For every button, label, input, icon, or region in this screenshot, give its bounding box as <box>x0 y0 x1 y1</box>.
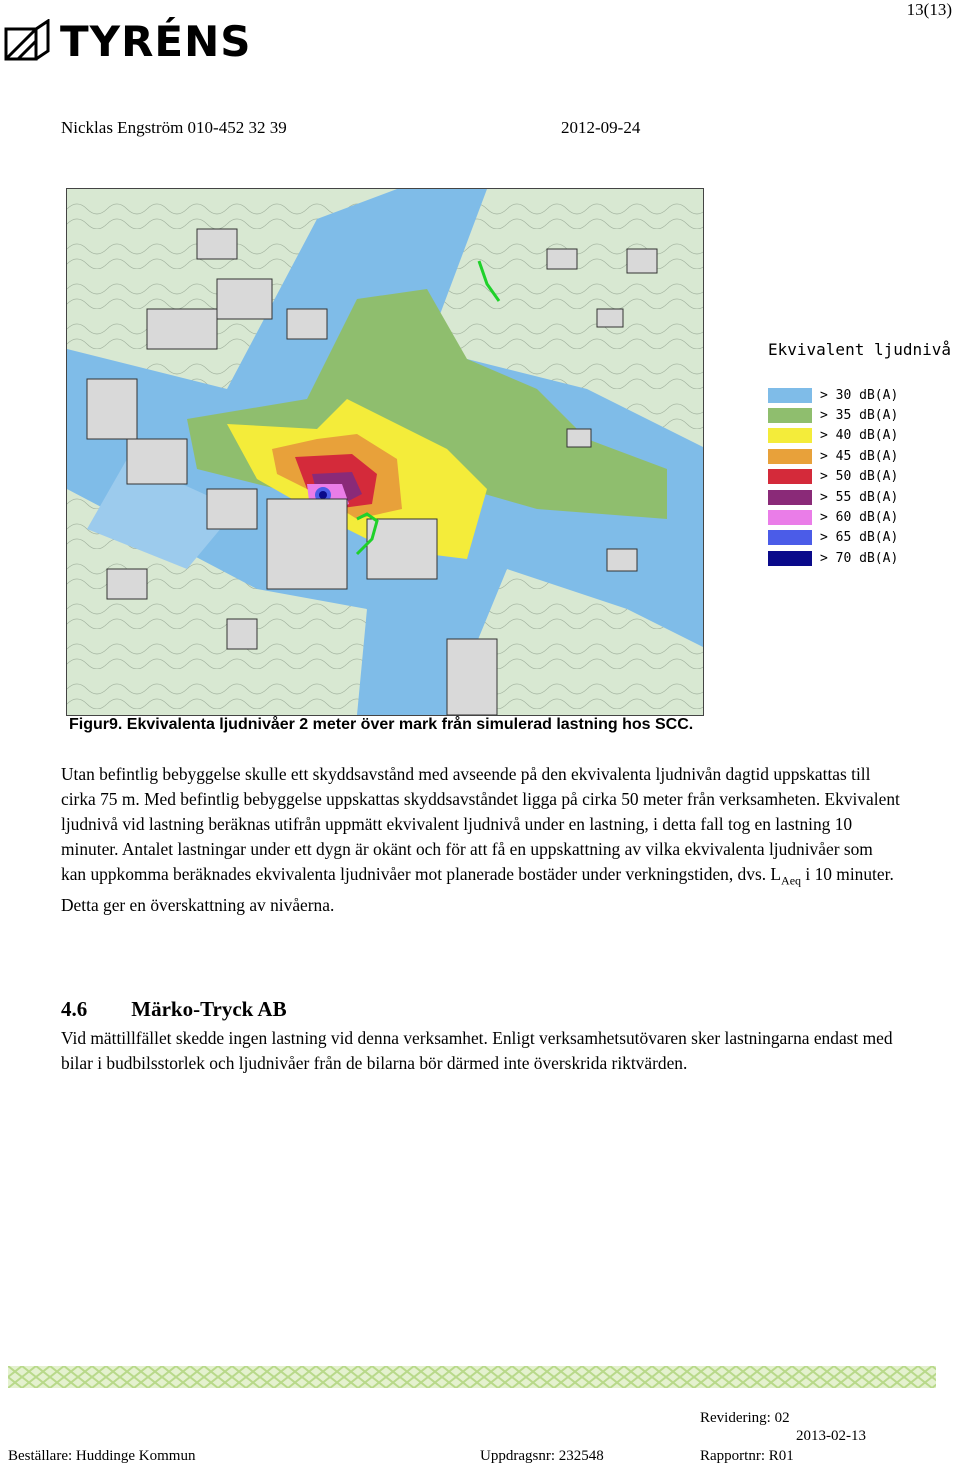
paragraph-1-text-b: i 10 minuter. Detta ger en överskattning av nivåerna. <box>61 864 894 916</box>
footer-client: Beställare: Huddinge Kommun <box>8 1448 196 1464</box>
legend-label: > 45 dB(A) <box>820 448 899 464</box>
legend-item <box>768 385 948 405</box>
legend-item <box>768 548 948 568</box>
laeq-symbol <box>770 864 802 888</box>
author-contact: Nicklas Engström 010-452 32 39 <box>61 118 287 137</box>
company-logo <box>4 18 252 66</box>
footer-revision-date: 2013-02-13 <box>796 1428 866 1444</box>
legend-swatch <box>768 408 812 423</box>
author-line <box>61 118 641 138</box>
map-legend <box>768 340 952 569</box>
noise-map-graphic <box>67 189 703 715</box>
legend-swatch <box>768 469 812 484</box>
footer-revision: Revidering: 02 <box>700 1410 790 1426</box>
legend-label: > 40 dB(A) <box>820 428 899 444</box>
legend-item <box>768 467 948 487</box>
legend-swatch <box>768 449 812 464</box>
legend-title: Ekvivalent ljudnivå <box>768 340 952 359</box>
footer-report-number: Rapportnr: R01 <box>700 1448 794 1464</box>
logo-wordmark: TYRÉNS <box>60 17 252 66</box>
document-date: 2012-09-24 <box>561 118 641 137</box>
legend-label: > 70 dB(A) <box>820 550 899 566</box>
legend-swatch <box>768 388 812 403</box>
legend-swatch <box>768 428 812 443</box>
body-paragraph-1 <box>61 762 901 918</box>
footer-assignment-number: Uppdragsnr: 232548 <box>480 1448 604 1464</box>
legend-label: > 35 dB(A) <box>820 408 899 424</box>
laeq-subscript: Aeq <box>781 873 802 888</box>
legend-items <box>768 385 948 569</box>
legend-item <box>768 426 948 446</box>
legend-label: > 30 dB(A) <box>820 387 899 403</box>
legend-swatch <box>768 530 812 545</box>
legend-label: > 50 dB(A) <box>820 469 899 485</box>
legend-swatch <box>768 510 812 525</box>
legend-item <box>768 507 948 527</box>
legend-item <box>768 405 948 425</box>
footer-pattern-band <box>8 1366 936 1388</box>
paragraph-1-text-a: Utan befintlig bebyggelse skulle ett skyddsavstånd med avseende på den ekvivalenta ljudnivån dagtid uppskattas till cirka 75 m. Med befintlig bebyggelse uppskattas skyddsavståndet ligga på cirka 50 meter från verksamheten. Ekvivalent ljudnivå vid lastning beräknas utifrån uppmätt ekvivalent ljudnivå under en lastning, i detta fall tog en lastning 10 minuter. Antalet lastningar under ett dygn är okänt och för att få en uppskattning av vilka ekvivalenta ljudnivåer som kan uppkomma beräknades ekvivalenta ljudnivåer mot planerade bostäder under verkningstiden, dvs. <box>61 764 900 884</box>
legend-label: > 65 dB(A) <box>820 530 899 546</box>
legend-item <box>768 487 948 507</box>
tyrens-logo-icon <box>4 19 50 65</box>
legend-swatch <box>768 551 812 566</box>
legend-item <box>768 446 948 466</box>
noise-map <box>66 188 704 716</box>
legend-label: > 55 dB(A) <box>820 489 899 505</box>
section-title: Märko-Tryck AB <box>131 997 287 1021</box>
legend-label: > 60 dB(A) <box>820 510 899 526</box>
section-heading <box>61 997 287 1022</box>
figure-caption: Figur9. Ekvivalenta ljudnivåer 2 meter över mark från simulerad lastning hos SCC. <box>69 716 694 733</box>
legend-item <box>768 528 948 548</box>
body-paragraph-2: Vid mättillfället skedde ingen lastning vid denna verksamhet. Enligt verksamhetsutövaren sker lastningarna endast med bilar i budbilsstorlek och ljudnivåer från de bilarna bör därmed inte överskrida riktvärden. <box>61 1028 893 1073</box>
page-number: 13(13) <box>906 0 952 19</box>
section-number: 4.6 <box>61 997 88 1021</box>
laeq-letter: L <box>770 864 782 884</box>
legend-swatch <box>768 490 812 505</box>
